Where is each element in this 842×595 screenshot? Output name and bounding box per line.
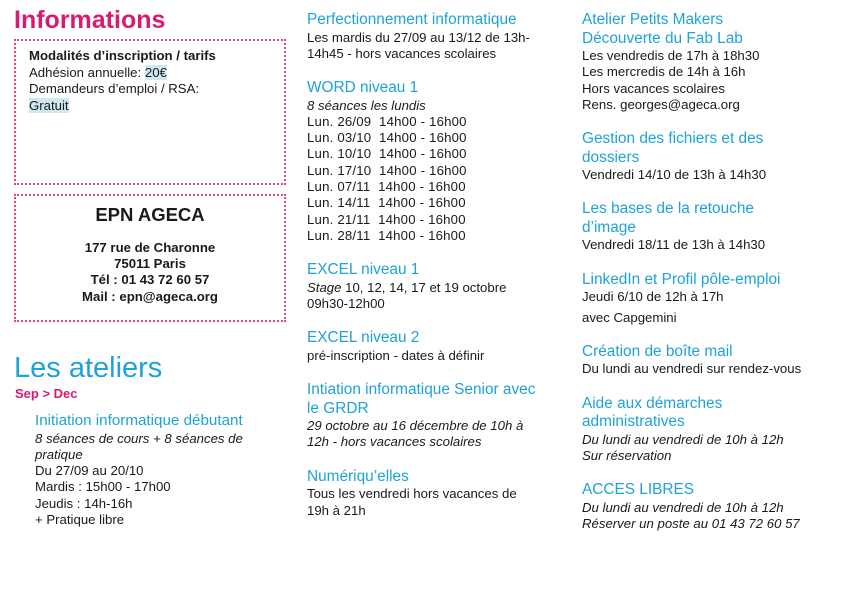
init-line: Jeudis : 14h-16h [35, 495, 133, 511]
mail-section [582, 343, 837, 378]
demandeurs-value: Gratuit [29, 97, 69, 113]
gestion-title: Gestion des fichiers et des dossiers [582, 130, 764, 166]
adhesion-value: 20€ [144, 64, 167, 80]
word-session: Lun. 07/11 14h00 - 16h00 [307, 179, 466, 195]
excel2-title: EXCEL niveau 2 [307, 329, 420, 347]
makers-line: Rens. georges@ageca.org [582, 96, 740, 112]
linkedin-text2: avec Capgemini [582, 309, 677, 325]
word-section [307, 79, 567, 244]
demandeurs-label: Demandeurs d’emploi / RSA: [29, 81, 200, 96]
makers-line: Les vendredis de 17h à 18h30 [582, 48, 760, 63]
gestion-section [582, 130, 837, 183]
excel1-hours: 09h30-12h00 [307, 296, 385, 312]
adhesion-label: Adhésion annuelle: [29, 64, 142, 80]
contact-mail[interactable]: Mail : epn@ageca.org [82, 288, 218, 304]
retouche-text: Vendredi 18/11 de 13h à 14h30 [582, 237, 766, 253]
word-session: Lun. 21/11 14h00 - 16h00 [307, 211, 466, 227]
aide-title: Aide aux démarches administratives [582, 394, 723, 431]
acces-title: ACCES LIBRES [582, 481, 695, 499]
init-line: Du 27/09 au 20/10 [35, 463, 144, 479]
ateliers-title: Les ateliers [14, 352, 163, 384]
senior-title: Intiation informatique Senior avec le GRDR [307, 381, 536, 417]
column-3 [582, 11, 837, 549]
aide-section [582, 395, 837, 465]
contact-tel: Tél : 01 43 72 60 57 [90, 272, 210, 288]
ateliers-period: Sep > Dec [15, 386, 78, 401]
contact-box [14, 194, 286, 322]
perf-text: Les mardis du 27/09 au 13/12 de 13h-14h45 - hors vacances scolaires [307, 29, 530, 61]
word-session: Lun. 03/10 14h00 - 16h00 [307, 130, 467, 146]
contact-address1: 177 rue de Charonne [84, 240, 216, 255]
numeriquelles-section [307, 468, 567, 519]
makers-title: Atelier Petits Makers Découverte du Fab Lab [582, 11, 743, 47]
perf-title: Perfectionnement informatique [307, 11, 517, 28]
word-subtitle: 8 séances les lundis [307, 97, 426, 113]
makers-line: Hors vacances scolaires [582, 80, 725, 96]
word-session: Lun. 26/09 14h00 - 16h00 [307, 113, 467, 129]
linkedin-text1: Jeudi 6/10 de 12h à 17h [582, 289, 724, 305]
aide-text1: Du lundi au vendredi de 10h à 12h [582, 431, 784, 447]
excel1-dates: 10, 12, 14, 17 et 19 octobre [341, 279, 507, 295]
adhesion-line [29, 65, 216, 82]
num-title: Numériqu’elles [307, 467, 409, 485]
word-session: Lun. 10/10 14h00 - 16h00 [307, 146, 467, 162]
perfectionnement-section [307, 11, 567, 62]
init-line: + Pratique libre [35, 511, 125, 527]
senior-text: 29 octobre au 16 décembre de 10h à 12h - hors vacances scolaires [307, 418, 524, 450]
word-title: WORD niveau 1 [307, 79, 419, 97]
init-title: Initiation informatique débutant [35, 412, 243, 429]
retouche-title: Les bases de la retouche d’image [582, 200, 754, 236]
informations-title: Informations [14, 6, 166, 34]
retouche-section [582, 200, 837, 253]
makers-section [582, 11, 837, 113]
acces-text1: Du lundi au vendredi de 10h à 12h [582, 499, 784, 515]
initiation-debutant-block [35, 412, 285, 528]
num-text: Tous les vendredi hors vacances de 19h à 21h [307, 486, 517, 518]
contact-address2: 75011 Paris [114, 256, 186, 272]
senior-section [307, 381, 567, 451]
contact-name: EPN AGECA [95, 204, 205, 225]
column-2 [307, 11, 567, 536]
word-session: Lun. 14/11 14h00 - 16h00 [307, 195, 466, 211]
word-session: Lun. 17/10 14h00 - 16h00 [307, 162, 467, 178]
init-subtitle: 8 séances de cours + 8 séances de pratique [35, 430, 243, 462]
linkedin-section [582, 271, 837, 326]
mail-title: Création de boîte mail [582, 342, 733, 360]
acces-section [582, 481, 837, 532]
excel1-title: EXCEL niveau 1 [307, 261, 420, 279]
excel2-text: pré-inscription - dates à définir [307, 347, 485, 363]
mail-text: Du lundi au vendredi sur rendez-vous [582, 361, 802, 377]
tarifs-box [14, 39, 286, 185]
excel1-section [307, 261, 567, 312]
excel1-stage: Stage [307, 279, 342, 295]
excel2-section [307, 329, 567, 364]
init-line: Mardis : 15h00 - 17h00 [35, 479, 171, 495]
linkedin-title: LinkedIn et Profil pôle-emploi [582, 270, 781, 288]
makers-line: Les mercredis de 14h à 16h [582, 64, 746, 80]
gestion-text: Vendredi 14/10 de 13h à 14h30 [582, 167, 767, 183]
aide-text2: Sur réservation [582, 447, 672, 463]
word-session: Lun. 28/11 14h00 - 16h00 [307, 227, 466, 243]
acces-text2: Réserver un poste au 01 43 72 60 57 [582, 516, 800, 532]
modalites-label: Modalités d’inscription / tarifs [29, 48, 216, 63]
